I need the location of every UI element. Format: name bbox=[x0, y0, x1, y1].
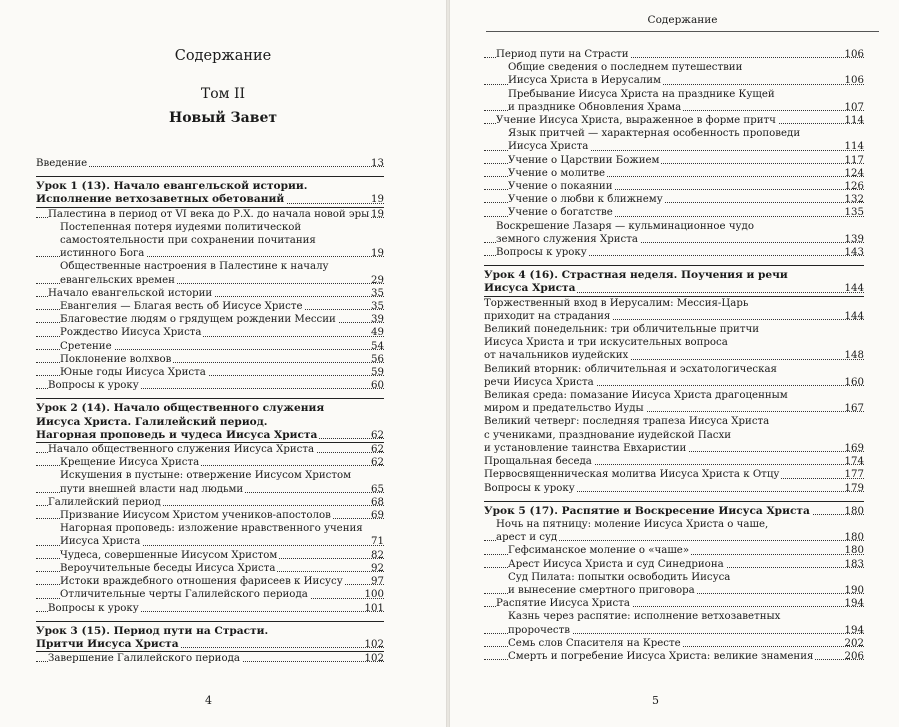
toc-entry-page: 179 bbox=[844, 482, 864, 494]
volume-title: Том II bbox=[200, 86, 246, 102]
toc-entry bbox=[484, 323, 864, 336]
toc-entry-title: Учение о покаянии bbox=[508, 181, 613, 193]
toc-entry-page: 124 bbox=[844, 167, 864, 179]
toc-entry bbox=[484, 206, 864, 219]
toc-entry-title: Иисуса Христа в Иерусалим bbox=[508, 75, 661, 87]
toc-entry-title: Галилейский период bbox=[48, 496, 161, 508]
toc-entry-title: Отличительные черты Галилейского периода bbox=[60, 589, 308, 601]
toc-entry-page: 62 bbox=[371, 457, 384, 469]
toc-entry bbox=[484, 127, 864, 140]
toc-entry-title: и вынесение смертного приговора bbox=[508, 584, 695, 596]
toc-entry bbox=[36, 638, 384, 652]
toc-entry-title: Язык притчей — характерная особенность проповеди bbox=[508, 128, 801, 140]
toc-entry-title: Начало общественного служения Иисуса Христа bbox=[48, 444, 315, 456]
left-page bbox=[0, 0, 446, 727]
toc-entry bbox=[36, 353, 384, 366]
toc-entry-title: Чудеса, совершенные Иисусом Христом bbox=[60, 549, 278, 561]
toc-entry-page: 68 bbox=[371, 496, 384, 508]
toc-entry bbox=[484, 531, 864, 544]
toc-entry bbox=[484, 246, 864, 259]
toc-entry bbox=[36, 602, 384, 615]
part-title: Новый Завет bbox=[168, 110, 278, 126]
toc-entry bbox=[484, 429, 864, 442]
toc-entry-title: Ночь на пятницу: моление Иисуса Христа о чаше, bbox=[496, 518, 769, 530]
toc-entry-title: Вопросы к уроку bbox=[48, 380, 139, 392]
toc-entry-page: 69 bbox=[371, 510, 384, 522]
toc-entry bbox=[36, 193, 384, 207]
toc-entry-page: 106 bbox=[844, 49, 864, 60]
toc-entry-title: и празднике Обновления Храма bbox=[508, 101, 682, 113]
toc-entry-page: 180 bbox=[844, 532, 864, 544]
running-head: Содержание bbox=[486, 14, 879, 32]
toc-entry-title: Учение о молитве bbox=[508, 167, 606, 179]
toc-entry-page: 60 bbox=[371, 380, 384, 392]
toc-entry-page: 177 bbox=[844, 469, 864, 481]
toc-entry-page: 139 bbox=[844, 233, 864, 245]
toc-entry-title: Вопросы к уроку bbox=[484, 482, 575, 494]
toc-entry-title: Общественные настроения в Палестине к началу bbox=[60, 261, 329, 273]
toc-entry-title: Рождество Иисуса Христа bbox=[60, 327, 202, 339]
toc-entry bbox=[36, 326, 384, 339]
toc-entry bbox=[484, 442, 864, 455]
toc-entry-title: самостоятельности при сохранении почитания bbox=[60, 235, 316, 247]
toc-entry-page: 183 bbox=[844, 558, 864, 570]
toc-entry bbox=[484, 282, 864, 296]
toc-entry-title: Нагорная проповедь: изложение нравственного учения bbox=[60, 523, 363, 535]
toc-entry-title: Нагорная проповедь и чудеса Иисуса Христа bbox=[36, 428, 318, 441]
toc-entry bbox=[484, 114, 864, 127]
toc-entry bbox=[36, 313, 384, 326]
toc-entry-page: 19 bbox=[371, 248, 384, 260]
toc-entry-title: истинного Бога bbox=[60, 248, 145, 260]
toc-entry bbox=[36, 287, 384, 300]
toc-entry-page: 71 bbox=[371, 536, 384, 548]
toc-entry bbox=[484, 180, 864, 193]
toc-entry-title: Вопросы к уроку bbox=[48, 602, 139, 614]
toc-entry bbox=[484, 193, 864, 206]
toc-entry-title: евангельских времен bbox=[60, 274, 175, 286]
toc-entry bbox=[484, 584, 864, 597]
toc-entry bbox=[484, 349, 864, 362]
toc-entry-title: Иисуса Христа bbox=[508, 141, 589, 153]
toc-entry-page: 92 bbox=[371, 562, 384, 574]
toc-entry-title: Сретение bbox=[60, 340, 112, 352]
toc-entry-title: Поклонение волхвов bbox=[60, 353, 172, 365]
toc-entry-page: 126 bbox=[844, 181, 864, 193]
toc-entry bbox=[484, 455, 864, 468]
toc-entry-title: Гефсиманское моление о «чаше» bbox=[508, 545, 690, 557]
toc-entry bbox=[484, 518, 864, 531]
toc-entry bbox=[484, 415, 864, 428]
right-page bbox=[450, 0, 899, 727]
toc-entry-title: Прощальная беседа bbox=[484, 456, 592, 468]
toc-entry-title: Крещение Иисуса Христа bbox=[60, 457, 200, 469]
toc-entry-title: Казнь через распятие: исполнение ветхозаветных bbox=[508, 611, 781, 623]
toc-entry bbox=[36, 549, 384, 562]
toc-entry bbox=[484, 544, 864, 557]
toc-entry-title: Арест Иисуса Христа и суд Синедриона bbox=[508, 558, 724, 570]
toc-entry-page: 202 bbox=[844, 637, 864, 649]
toc-entry-title: Введение bbox=[36, 158, 88, 169]
toc-entry-page: 101 bbox=[364, 602, 384, 614]
toc-entry-title: приходит на страдания bbox=[484, 310, 611, 322]
toc-entry-page: 97 bbox=[371, 576, 384, 588]
toc-entry-title: пути внешней власти над людьми bbox=[60, 483, 244, 495]
toc-entry-page: 49 bbox=[371, 327, 384, 339]
toc-entry bbox=[484, 48, 864, 61]
toc-entry-page: 82 bbox=[371, 549, 384, 561]
toc-entry-page: 62 bbox=[371, 429, 384, 441]
toc-entry bbox=[484, 571, 864, 584]
toc-entry bbox=[484, 402, 864, 415]
toc-entry bbox=[484, 88, 864, 101]
toc-entry-page: 144 bbox=[844, 283, 864, 295]
toc-entry-title: Иисуса Христа и три искусительных вопроса bbox=[484, 337, 728, 349]
toc-entry bbox=[484, 389, 864, 402]
toc-entry-page: 135 bbox=[844, 207, 864, 219]
toc-entry-title: Великий четверг: последняя трапеза Иисуса Христа bbox=[484, 416, 770, 428]
toc-entry bbox=[36, 208, 384, 221]
toc-entry bbox=[36, 234, 384, 247]
toc-entry-page: 174 bbox=[844, 456, 864, 468]
toc-entry-page: 59 bbox=[371, 367, 384, 379]
toc-entry bbox=[484, 310, 864, 323]
toc-entry-title: Учение о любви к ближнему bbox=[508, 194, 663, 206]
toc-entry bbox=[36, 221, 384, 234]
toc-entry-title: Истоки враждебного отношения фарисеев к Иисусу bbox=[60, 576, 343, 588]
toc-entry-title: Великая среда: помазание Иисуса Христа драгоценным bbox=[484, 390, 788, 402]
toc-entry bbox=[36, 575, 384, 588]
toc-entry-title: Иисуса Христа bbox=[484, 282, 576, 295]
toc-entry bbox=[484, 336, 864, 349]
toc-entry-title: Притчи Иисуса Христа bbox=[36, 637, 179, 650]
toc-entry bbox=[36, 340, 384, 353]
toc-entry bbox=[484, 233, 864, 246]
toc-entry-title: Пребывание Иисуса Христа на празднике Кущей bbox=[508, 88, 775, 100]
toc-entry-title: Смерть и погребение Иисуса Христа: великие знамения bbox=[508, 650, 814, 662]
toc-entry bbox=[36, 260, 384, 273]
toc-entry bbox=[36, 157, 384, 170]
toc-entry-page: 148 bbox=[844, 350, 864, 362]
toc-entry-page: 194 bbox=[844, 624, 864, 636]
toc-entry-title: Урок 1 (13). Начало евангельской истории. bbox=[36, 180, 308, 193]
toc-entry-title: Урок 3 (15). Период пути на Страсти. bbox=[36, 624, 269, 637]
toc-entry-title: Вопросы к уроку bbox=[496, 247, 587, 259]
toc-entry bbox=[36, 416, 384, 429]
toc-entry-page: 190 bbox=[844, 584, 864, 596]
toc-entry bbox=[484, 154, 864, 167]
toc-entry-title: Урок 4 (16). Страстная неделя. Поучения и речи bbox=[484, 269, 788, 282]
toc-entry bbox=[36, 588, 384, 601]
toc-entry-page: 13 bbox=[371, 158, 384, 169]
toc-entry-title: Вероучительные беседы Иисуса Христа bbox=[60, 562, 276, 574]
toc-entry-title: Искушения в пустыне: отвержение Иисусом Христом bbox=[60, 470, 352, 482]
toc-entry-title: Благовестие людям о грядущем рождении Мессии bbox=[60, 314, 336, 326]
toc-entry-title: Великий вторник: обличительная и эсхатологическая bbox=[484, 363, 777, 375]
toc-entry bbox=[36, 429, 384, 443]
toc-entry-page: 35 bbox=[371, 301, 384, 313]
toc-entry-title: Евангелия — Благая весть об Иисусе Христе bbox=[60, 301, 303, 313]
toc-entry-page: 19 bbox=[371, 208, 384, 220]
toc-entry-page: 19 bbox=[371, 194, 384, 206]
toc-entry-page: 102 bbox=[364, 638, 384, 650]
toc-entry-page: 106 bbox=[844, 75, 864, 87]
toc-entry-title: Первосвященническая молитва Иисуса Христа к Отцу bbox=[484, 469, 780, 481]
toc-entry-title: Иисуса Христа. Галилейский период. bbox=[36, 415, 268, 428]
toc-entry bbox=[484, 297, 864, 310]
page-number-left: 4 bbox=[205, 694, 212, 707]
toc-entry bbox=[36, 379, 384, 392]
toc-entry-page: 180 bbox=[844, 505, 864, 517]
toc-entry-page: 35 bbox=[371, 287, 384, 299]
toc-entry-page: 206 bbox=[844, 650, 864, 662]
toc-entry bbox=[484, 597, 864, 610]
toc-entry-page: 62 bbox=[371, 444, 384, 456]
toc-entry-page: 114 bbox=[844, 141, 864, 153]
toc-entry bbox=[36, 274, 384, 287]
toc-entry bbox=[484, 610, 864, 623]
toc-entry-page: 29 bbox=[371, 274, 384, 286]
toc-entry-page: 194 bbox=[844, 598, 864, 610]
toc-entry-title: Торжественный вход в Иерусалим: Мессия-Царь bbox=[484, 297, 749, 309]
toc-entry-title: Постепенная потеря иудеями политической bbox=[60, 221, 302, 233]
toc-entry bbox=[36, 176, 384, 193]
toc-entry bbox=[36, 652, 384, 665]
toc-entry bbox=[36, 562, 384, 575]
toc-entry-page: 102 bbox=[364, 653, 384, 665]
toc-entry-title: Период пути на Страсти bbox=[496, 49, 629, 60]
toc-entry-title: от начальников иудейских bbox=[484, 350, 629, 362]
toc-entry-title: арест и суд bbox=[496, 532, 558, 544]
toc-entry bbox=[484, 220, 864, 233]
toc-entry bbox=[36, 621, 384, 638]
toc-left bbox=[36, 157, 384, 665]
toc-entry-page: 114 bbox=[844, 115, 864, 127]
toc-entry-page: 169 bbox=[844, 442, 864, 454]
toc-entry-title: Суд Пилата: попытки освободить Иисуса bbox=[508, 571, 731, 583]
toc-entry-title: Учение о богатстве bbox=[508, 207, 613, 219]
toc-entry-title: Великий понедельник: три обличительные притчи bbox=[484, 324, 759, 336]
toc-entry bbox=[484, 61, 864, 74]
toc-entry-page: 144 bbox=[844, 310, 864, 322]
page-number-right: 5 bbox=[652, 694, 659, 707]
toc-right bbox=[484, 48, 864, 663]
toc-entry-title: Иисуса Христа bbox=[60, 536, 141, 548]
toc-entry-title: Призвание Иисусом Христом учеников-апостолов bbox=[60, 510, 331, 522]
toc-entry-title: речи Иисуса Христа bbox=[484, 376, 594, 388]
toc-entry bbox=[484, 624, 864, 637]
toc-entry-title: Начало евангельской истории bbox=[48, 287, 213, 299]
toc-entry-title: Урок 5 (17). Распятие и Воскресение Иисуса Христа bbox=[484, 504, 810, 517]
toc-entry-title: Учение о Царствии Божием bbox=[508, 154, 660, 166]
toc-entry bbox=[36, 443, 384, 456]
toc-entry-title: Общие сведения о последнем путешествии bbox=[508, 62, 743, 74]
toc-entry-title: Распятие Иисуса Христа bbox=[496, 598, 630, 610]
toc-entry bbox=[36, 398, 384, 415]
toc-entry-page: 160 bbox=[844, 376, 864, 388]
toc-entry-page: 39 bbox=[371, 314, 384, 326]
toc-entry bbox=[484, 265, 864, 282]
toc-entry bbox=[484, 468, 864, 481]
toc-entry-page: 100 bbox=[364, 589, 384, 601]
toc-entry-page: 56 bbox=[371, 353, 384, 365]
toc-entry-page: 132 bbox=[844, 194, 864, 206]
toc-entry-title: Завершение Галилейского периода bbox=[48, 653, 240, 665]
toc-entry bbox=[36, 456, 384, 469]
toc-entry-page: 65 bbox=[371, 483, 384, 495]
toc-entry bbox=[36, 509, 384, 522]
toc-entry bbox=[484, 501, 864, 518]
toc-entry bbox=[36, 366, 384, 379]
toc-entry-title: миром и предательство Иуды bbox=[484, 403, 644, 415]
toc-entry-title: Исполнение ветхозаветных обетований bbox=[36, 193, 285, 206]
toc-entry bbox=[36, 496, 384, 509]
toc-entry-title: Воскрешение Лазаря — кульминационное чудо bbox=[496, 220, 754, 232]
toc-entry-title: земного служения Христа bbox=[496, 233, 638, 245]
toc-entry-page: 107 bbox=[844, 101, 864, 113]
toc-entry-title: и установление таинства Евхаристии bbox=[484, 442, 687, 454]
toc-entry-title: Палестина в период от VI века до Р.Х. до начала новой эры bbox=[48, 208, 370, 220]
toc-entry bbox=[484, 637, 864, 650]
toc-entry-title: Учение Иисуса Христа, выраженное в форме притч bbox=[496, 115, 776, 127]
toc-entry bbox=[484, 376, 864, 389]
toc-entry bbox=[484, 74, 864, 87]
toc-entry-title: Урок 2 (14). Начало общественного служения bbox=[36, 402, 325, 415]
toc-entry bbox=[36, 247, 384, 260]
toc-entry-title: Семь слов Спасителя на Кресте bbox=[508, 637, 681, 649]
toc-entry bbox=[36, 535, 384, 548]
toc-entry-title: Юные годы Иисуса Христа bbox=[60, 367, 206, 379]
toc-entry bbox=[36, 469, 384, 482]
toc-entry bbox=[484, 101, 864, 114]
toc-entry-page: 143 bbox=[844, 247, 864, 259]
toc-entry bbox=[484, 482, 864, 495]
toc-entry-page: 117 bbox=[844, 154, 864, 166]
toc-entry-title: пророчеств bbox=[508, 624, 570, 636]
toc-entry bbox=[484, 167, 864, 180]
contents-heading: Содержание bbox=[174, 48, 272, 64]
toc-entry bbox=[484, 650, 864, 663]
toc-entry-page: 54 bbox=[371, 340, 384, 352]
toc-entry bbox=[484, 558, 864, 571]
toc-entry bbox=[36, 483, 384, 496]
toc-entry bbox=[36, 300, 384, 313]
toc-entry bbox=[484, 140, 864, 153]
toc-entry-title: с учениками, празднование иудейской Пасхи bbox=[484, 429, 732, 441]
toc-entry-page: 167 bbox=[844, 403, 864, 415]
toc-entry bbox=[484, 363, 864, 376]
toc-entry-page: 180 bbox=[844, 545, 864, 557]
toc-entry bbox=[36, 522, 384, 535]
